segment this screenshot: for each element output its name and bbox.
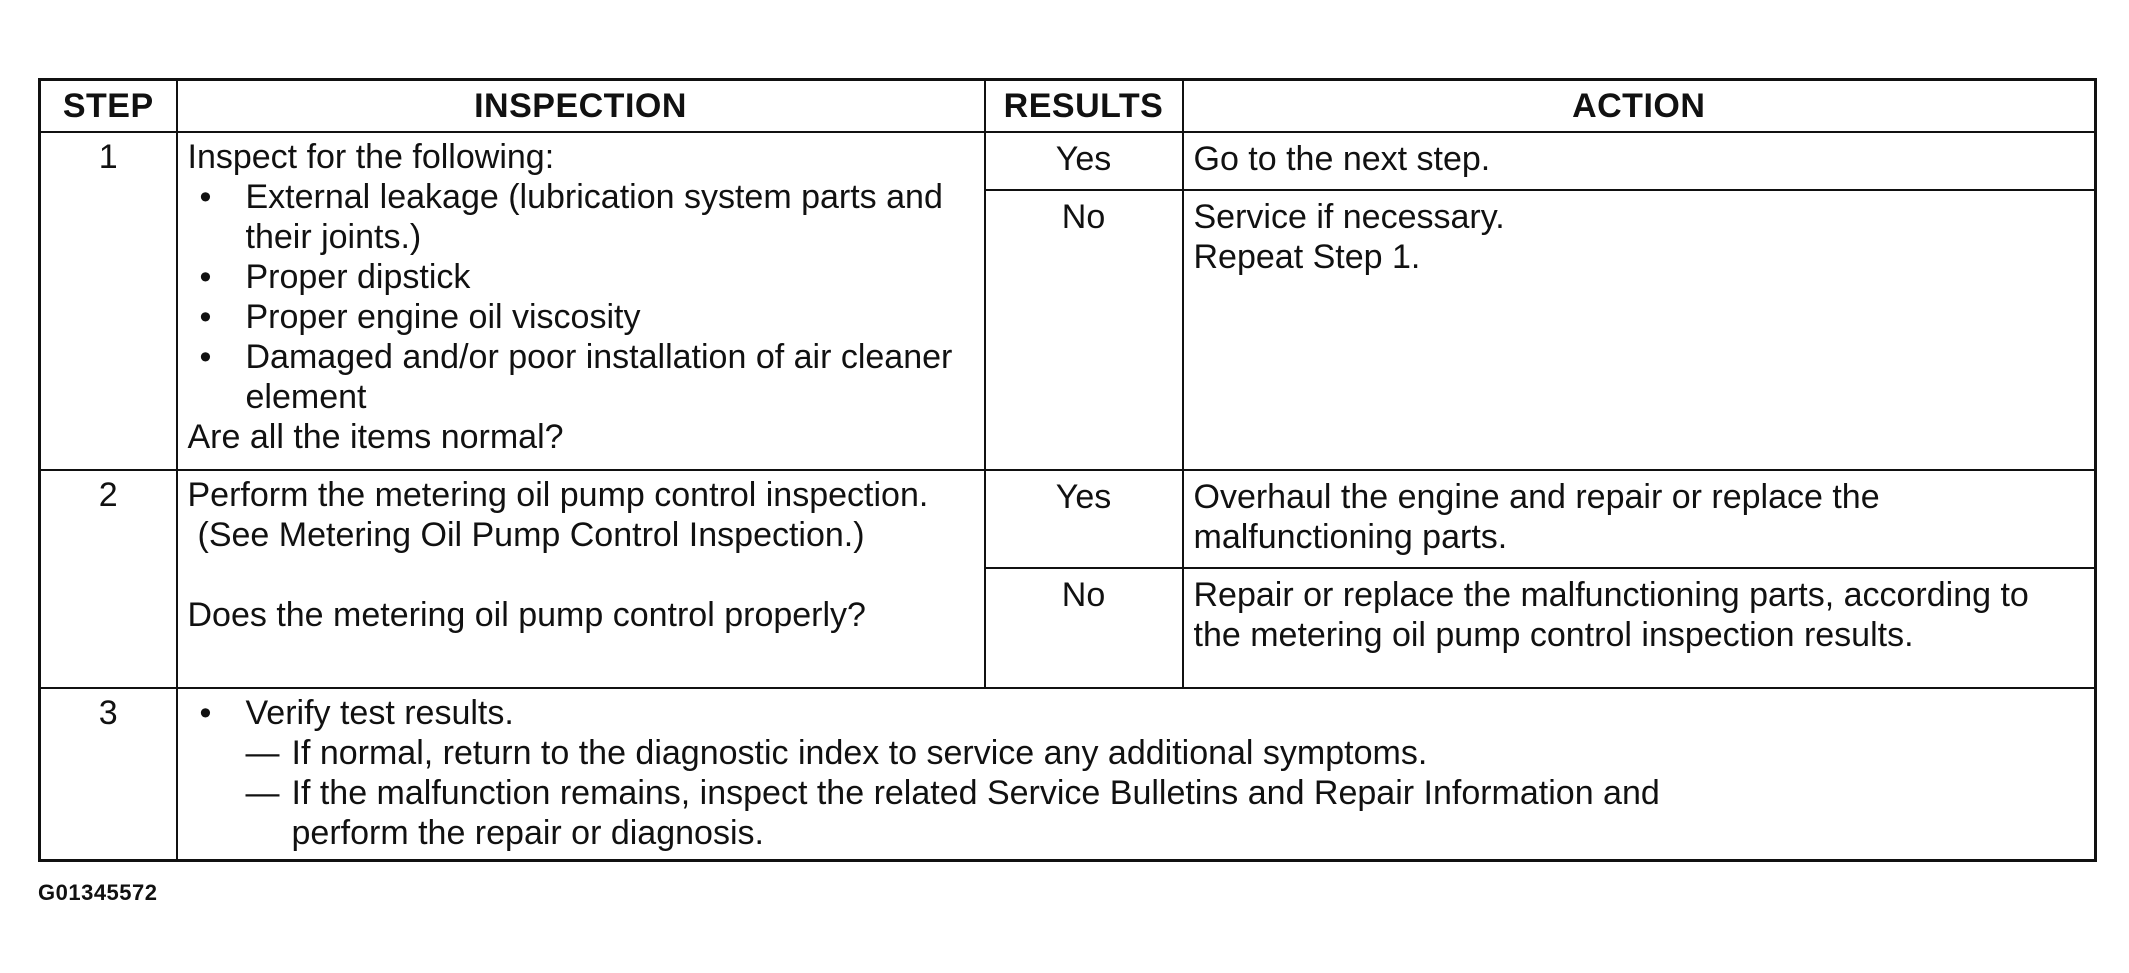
dash-mark: — bbox=[245, 734, 280, 772]
figure-id: G01345572 bbox=[38, 880, 158, 905]
step-1-bullet-3: • Proper engine oil viscosity bbox=[188, 297, 974, 337]
step-2-row-yes bbox=[40, 470, 2096, 568]
step-2-action-no bbox=[1183, 568, 2096, 688]
step-1-bullet-2: • Proper dipstick bbox=[188, 257, 974, 297]
step-3-sub-item-1-text: If normal, return to the diagnostic index to service any additional symptoms. bbox=[291, 734, 1428, 772]
step-2-intro: Perform the metering oil pump control inspection. bbox=[187, 476, 929, 514]
step-1-number: 1 bbox=[40, 132, 177, 470]
step-1-result-yes: Yes bbox=[985, 132, 1183, 190]
header-inspection: INSPECTION bbox=[177, 80, 985, 133]
step-2-note: (See Metering Oil Pump Control Inspection.) bbox=[197, 516, 865, 554]
step-1-action-no bbox=[1183, 190, 2096, 470]
step-1-bullet-1: • External leakage (lubrication system parts and their joints.) bbox=[188, 177, 974, 257]
header-results: RESULTS bbox=[985, 80, 1183, 133]
step-2-result-yes: Yes bbox=[985, 470, 1183, 568]
step-1-inspection bbox=[177, 132, 985, 470]
step-2-action-no-line-1: Repair or replace the malfunctioning parts, according to the metering oil pump control inspection results. bbox=[1193, 576, 2029, 654]
step-2-question: Does the metering oil pump control properly? bbox=[187, 596, 866, 634]
step-1-intro: Inspect for the following: bbox=[187, 138, 555, 176]
step-3-number: 3 bbox=[40, 688, 177, 861]
step-3-bullet: • Verify test results. bbox=[188, 693, 2085, 733]
step-1-action-no-line-1: Service if necessary. bbox=[1193, 198, 1505, 236]
header-step: STEP bbox=[40, 80, 177, 133]
diagnostic-procedure-table bbox=[38, 78, 2097, 862]
step-1-action-yes bbox=[1183, 132, 2096, 190]
step-1-bullet-list bbox=[188, 177, 974, 417]
step-3-sub-item-1 bbox=[188, 733, 2085, 773]
dash-mark: — bbox=[245, 774, 280, 812]
step-3-sub-item-2-text: If the malfunction remains, inspect the related Service Bulletins and Repair Information and bbox=[291, 774, 1660, 812]
step-3-row bbox=[40, 688, 2096, 861]
step-1-row-yes bbox=[40, 132, 2096, 190]
header-action: ACTION bbox=[1183, 80, 2096, 133]
step-1-question: Are all the items normal? bbox=[187, 418, 564, 456]
step-1-action-yes-line-1: Go to the next step. bbox=[1193, 140, 1491, 178]
step-3-content bbox=[177, 688, 2096, 861]
step-2-action-yes bbox=[1183, 470, 2096, 568]
step-3-sub-item-2 bbox=[188, 773, 2085, 813]
step-2-action-yes-line-1: Overhaul the engine and repair or replace the malfunctioning parts. bbox=[1193, 478, 1880, 556]
step-2-number: 2 bbox=[40, 470, 177, 688]
step-2-inspection bbox=[177, 470, 985, 688]
table-header-row bbox=[40, 80, 2096, 133]
step-3-sub-item-2-continuation: perform the repair or diagnosis. bbox=[291, 814, 764, 852]
step-1-result-no: No bbox=[985, 190, 1183, 470]
step-2-result-no: No bbox=[985, 568, 1183, 688]
step-3-bullet-list bbox=[188, 693, 2085, 733]
step-1-bullet-4: • Damaged and/or poor installation of air cleaner element bbox=[188, 337, 974, 417]
step-1-action-no-line-2: Repeat Step 1. bbox=[1193, 238, 1421, 276]
